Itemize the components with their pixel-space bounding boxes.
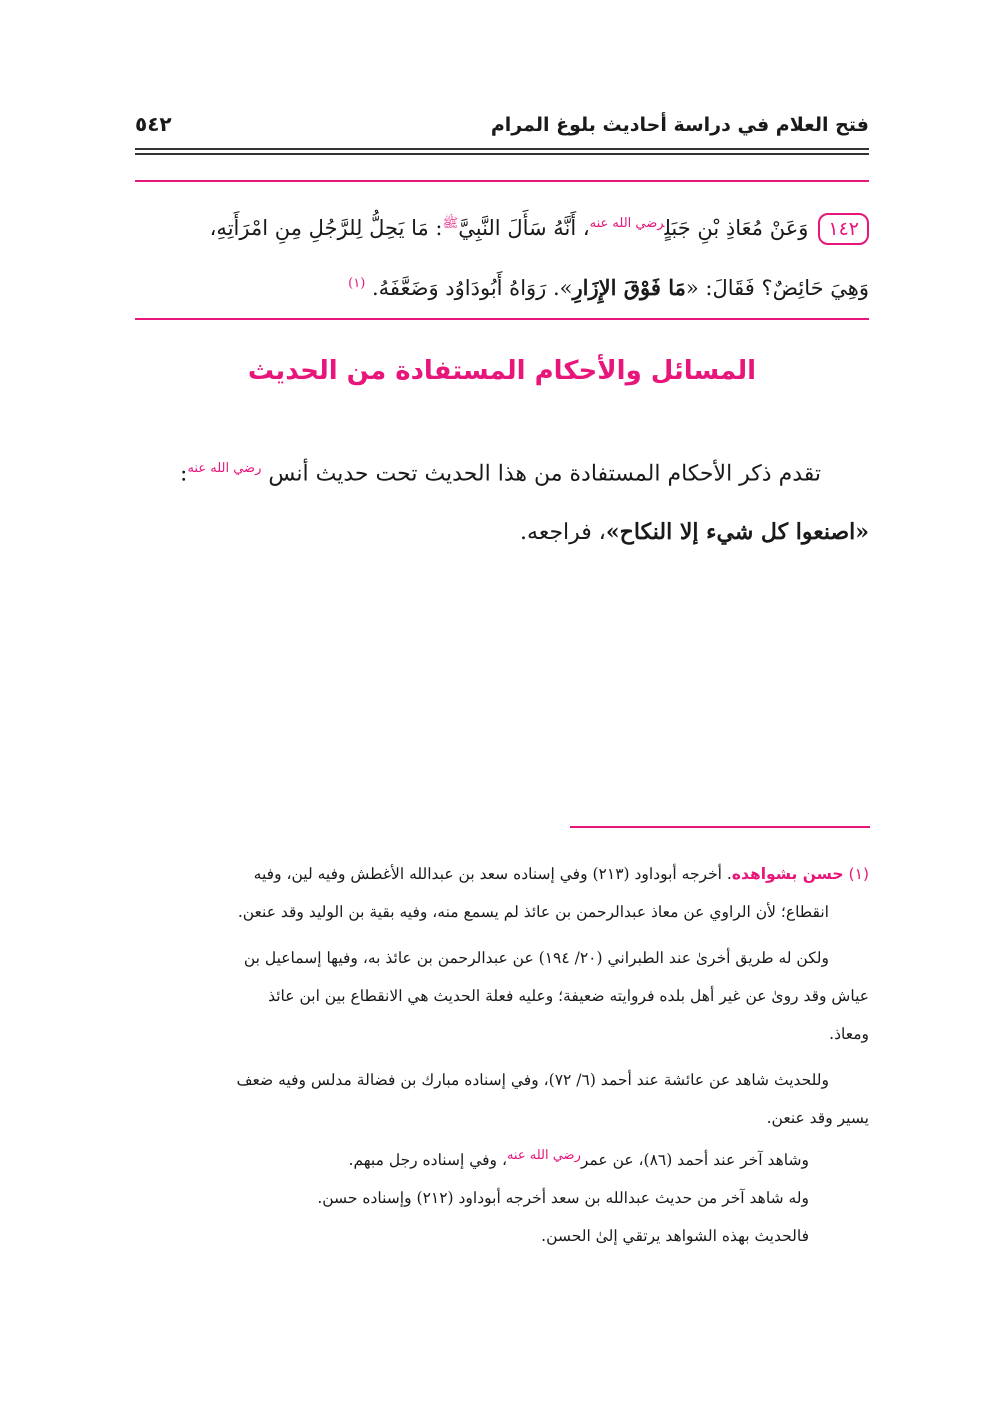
footnote-line: ولكن له طريق أخرىٰ عند الطبراني (٢٠/ ١٩٤) عن عبدالرحمن بن عائذ به، وفيها إسماعيل بن <box>243 949 829 967</box>
footnote-line: وللحديث شاهد عن عائشة عند أحمد (٦/ ٧٢)، وفي إسناده مبارك بن فضالة مدلس وفيه ضعف <box>236 1071 829 1089</box>
honorific-ra-icon: رضي الله عنه <box>506 1148 581 1163</box>
footnotes <box>135 855 869 1255</box>
footnote-line: فالحديث بهذه الشواهد يرتقي إلىٰ الحسن. <box>541 1227 809 1246</box>
body-line2-text: ، فراجعه. <box>520 520 606 546</box>
hadith-line1-part1: وَعَنْ مُعَاذِ بْنِ جَبَلٍ <box>664 216 809 240</box>
footnote-line: ومعاذ. <box>829 1025 869 1043</box>
prophet-answer: مَا فَوْقَ الإِزَارِ <box>572 275 686 300</box>
section-heading: المسائل والأحكام المستفادة من الحديث <box>247 356 757 386</box>
footnote-marker: (١) <box>848 865 869 883</box>
footnote-reference[interactable]: (١) <box>348 276 366 291</box>
hadith-text <box>135 196 869 316</box>
body-line2 <box>135 503 869 562</box>
footnote-line: وله شاهد آخر من حديث عبدالله بن سعد أخرجه أبوداود (٢١٢) وإسناده حسن. <box>317 1189 809 1208</box>
hadith-bottom-rule <box>135 318 869 320</box>
body-line1-text: تقدم ذكر الأحكام المستفادة من هذا الحديث تحت حديث أنس <box>268 461 821 487</box>
honorific-ra-icon: رضي الله عنه <box>187 461 262 476</box>
footnote-line: عياش وقد روىٰ عن غير أهل بلده فروايته ضعيفة؛ وعليه فعلة الحديث هي الانقطاع بين ابن عائذ <box>268 987 869 1005</box>
body-line1 <box>135 440 869 503</box>
hadith-line2-part2: ». رَوَاهُ أَبُودَاوُد وَضَعَّفَهُ. <box>371 276 573 300</box>
body-line1-colon: : <box>180 461 188 487</box>
footnote-text: وشاهد آخر عند أحمد (٨٦)، عن عمر <box>580 1151 809 1170</box>
footnote-line: يسير وقد عنعن. <box>766 1109 869 1127</box>
footnote-line: انقطاع؛ لأن الراوي عن معاذ عبدالرحمن بن عائذ لم يسمع منه، وفيه بقية بن الوليد وقد عنعن. <box>237 903 829 921</box>
header-rule-secondary <box>135 153 869 155</box>
hadith-line1-part3: : مَا يَحِلُّ لِلرَّجُلِ مِنِ امْرَأَتِهِ، <box>209 216 443 240</box>
footnote-line <box>135 855 869 893</box>
footnote-text: . أخرجه أبوداود (٢١٣) وفي إسناده سعد بن عبدالله الأغطش وفيه لين، وفيه <box>253 865 732 883</box>
hadith-grade: حسن بشواهده <box>731 865 844 883</box>
hadith-number-badge: ١٤٢ <box>818 213 869 245</box>
honorific-ra-icon: رضي الله عنه <box>589 216 665 231</box>
hadith-line1-part2: ، أَنَّهُ سَأَلَ النَّبِيَّ <box>458 216 590 240</box>
page-number: ٥٤٢ <box>135 112 172 136</box>
book-title: فتح العلام في دراسة أحاديث بلوغ المرام <box>490 114 869 136</box>
running-header <box>135 108 869 144</box>
body-paragraph <box>135 440 869 562</box>
hadith-line2-part1: وَهِيَ حَائِضٌ؟ فَقَالَ: « <box>685 276 869 300</box>
footnote-separator <box>570 826 870 828</box>
honorific-saw-icon: ﷺ <box>442 216 459 231</box>
footnote-text: ، وفي إسناده رجل مبهم. <box>348 1151 507 1170</box>
paragraph-gap <box>135 931 869 939</box>
header-rule <box>135 148 869 150</box>
hadith-top-rule <box>135 180 869 182</box>
footnote-line <box>135 1137 869 1179</box>
paragraph-gap <box>135 1053 869 1061</box>
quoted-hadith: «اصنعوا كل شيء إلا النكاح» <box>605 519 869 546</box>
